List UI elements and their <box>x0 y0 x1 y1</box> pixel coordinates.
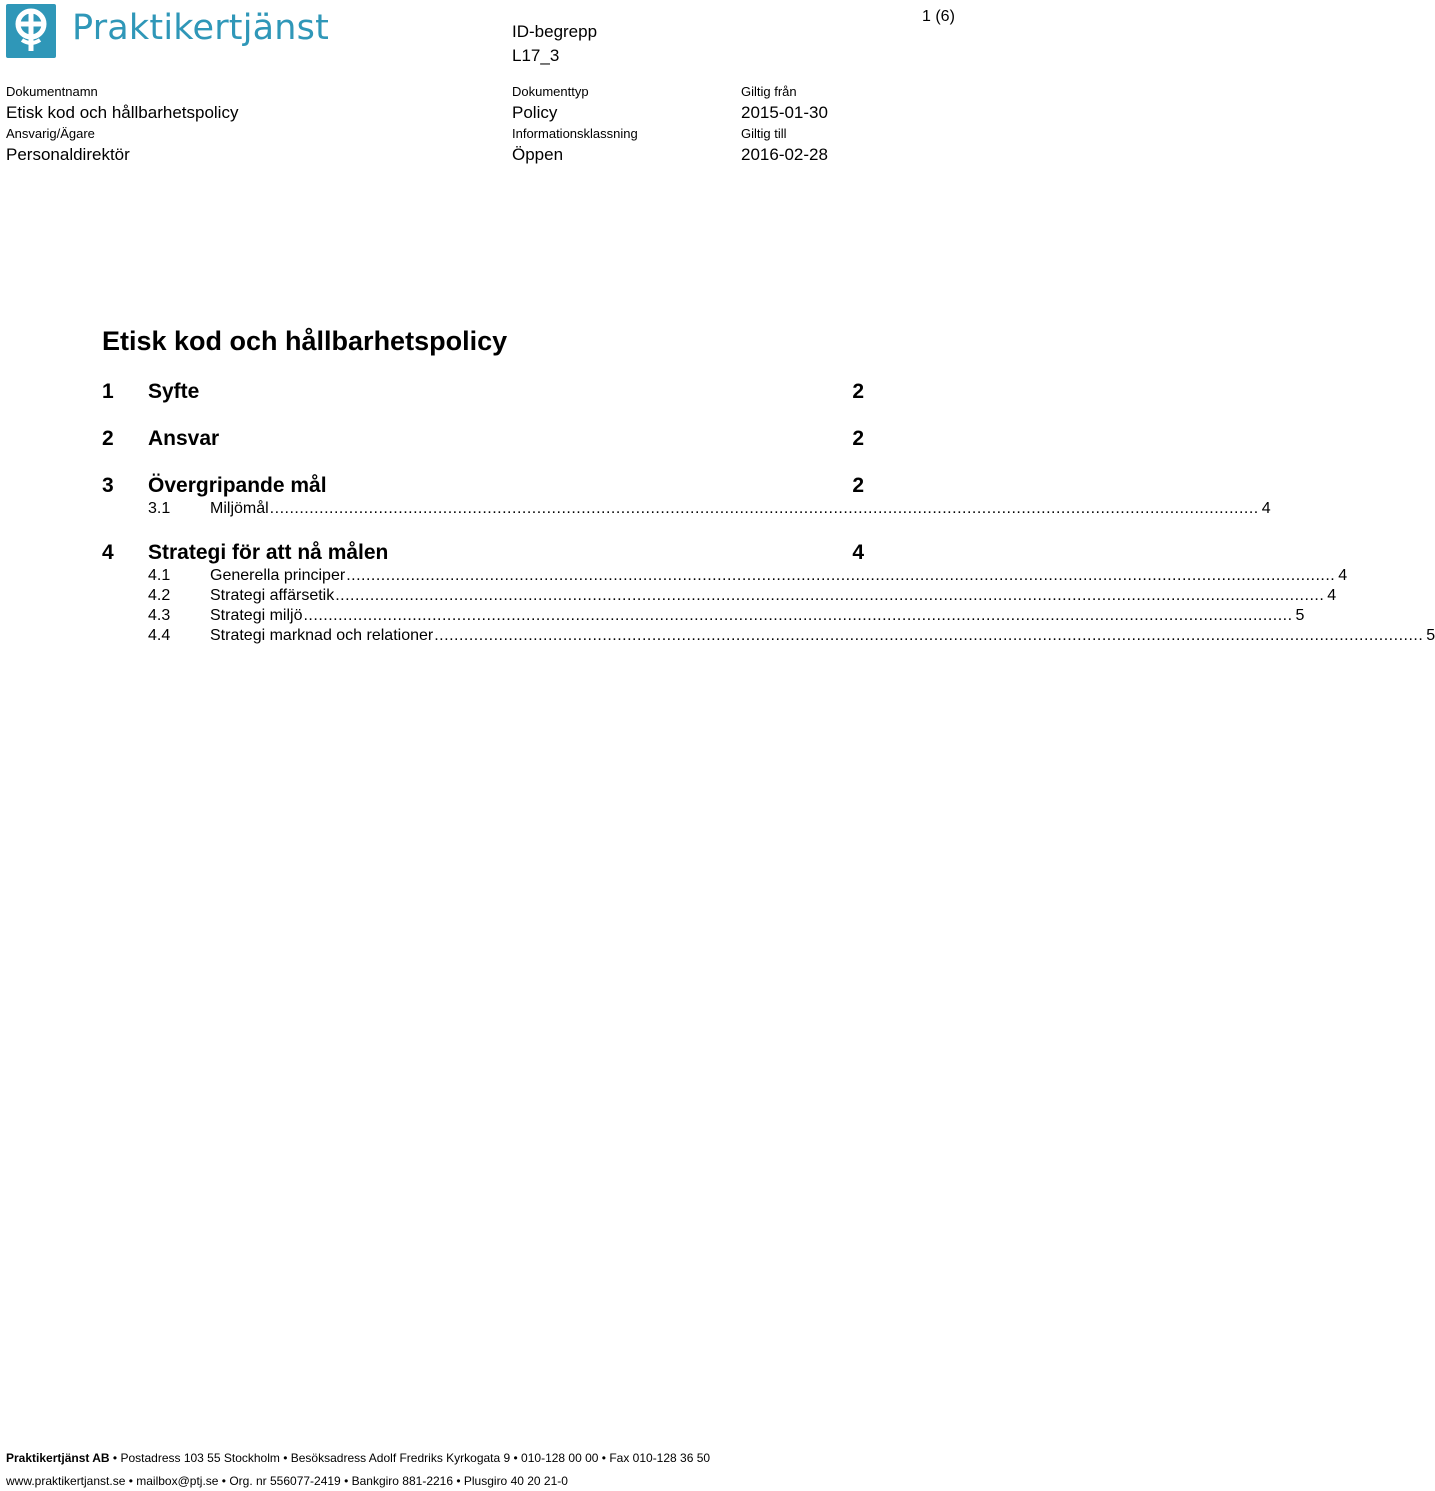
toc-section-number: 3 <box>102 474 114 497</box>
page-number: 1 (6) <box>922 8 955 25</box>
toc-dot-leader: ........................................................................................................................................................................................................ <box>269 500 1259 517</box>
toc-dot-leader: ........................................................................................................................................................................................................ <box>434 627 1424 644</box>
toc-subsection-page: 4 <box>1327 587 1337 604</box>
company-logo <box>6 4 346 60</box>
toc-section-title: Syfte <box>148 380 200 403</box>
toc-section-page: 2 <box>852 380 864 403</box>
toc-subsection-title: Strategi marknad och relationer <box>210 627 434 644</box>
toc-subsection-4-1[interactable] <box>148 567 1348 587</box>
document-name-label: Dokumentnamn <box>6 84 98 99</box>
toc-subsection-4-4[interactable] <box>148 627 1435 647</box>
owner-label: Ansvarig/Ägare <box>6 126 95 141</box>
toc-dot-leader: ........................................................................................................................................................................................................ <box>303 607 1293 624</box>
toc-subsection-number: 4.2 <box>148 587 171 604</box>
document-type: Policy <box>512 103 558 122</box>
toc-section-page: 4 <box>852 541 864 564</box>
footer-contact: www.praktikertjanst.se • mailbox@ptj.se • Org. nr 556077-2419 • Bankgiro 881-2216 • Plusgiro 40 20 21-0 <box>6 1474 568 1488</box>
toc-subsection-number: 4.1 <box>148 567 171 584</box>
classification: Öppen <box>512 145 564 164</box>
toc-section-title: Ansvar <box>148 427 220 450</box>
valid-from-label: Giltig från <box>741 84 797 99</box>
toc-section-page: 2 <box>852 427 864 450</box>
valid-to: 2016-02-28 <box>741 145 828 164</box>
toc-subsection-title: Strategi miljö <box>210 607 303 624</box>
footer-company: Praktikertjänst AB <box>6 1451 110 1465</box>
toc-subsection-4-2[interactable] <box>148 587 1337 607</box>
toc-section-title: Övergripande mål <box>148 474 327 497</box>
toc-subsection-title: Strategi affärsetik <box>210 587 335 604</box>
toc-subsection-3-1[interactable] <box>148 500 1271 520</box>
praktikertjanst-logo-icon <box>6 4 56 58</box>
logo-wordmark: Praktikertjänst <box>72 8 330 48</box>
toc-subsection-page: 5 <box>1295 607 1305 624</box>
valid-from: 2015-01-30 <box>741 103 828 122</box>
toc-section-number: 2 <box>102 427 114 450</box>
classification-label: Informationsklassning <box>512 126 638 141</box>
toc-subsection-page: 5 <box>1426 627 1435 644</box>
toc-section-page: 2 <box>852 474 864 497</box>
document-type-label: Dokumenttyp <box>512 84 589 99</box>
toc-subsection-title: Generella principer <box>210 567 346 584</box>
id-label: ID-begrepp <box>512 22 598 41</box>
footer-address <box>6 1451 710 1465</box>
toc-section-title: Strategi för att nå målen <box>148 541 389 564</box>
toc-subsection-page: 4 <box>1338 567 1348 584</box>
document-title: Etisk kod och hållbarhetspolicy <box>102 326 508 356</box>
id-value: L17_3 <box>512 46 560 65</box>
footer-address-details: • Postadress 103 55 Stockholm • Besöksadress Adolf Fredriks Kyrkogata 9 • 010-128 00 00 • Fax 010-128 36 50 <box>109 1451 711 1465</box>
toc-dot-leader: ........................................................................................................................................................................................................ <box>346 567 1336 584</box>
toc-section-number: 4 <box>102 541 114 564</box>
toc-subsection-number: 4.4 <box>148 627 171 644</box>
toc-subsection-title: Miljömål <box>210 500 269 517</box>
owner: Personaldirektör <box>6 145 130 164</box>
toc-subsection-number: 3.1 <box>148 500 171 517</box>
toc-subsection-number: 4.3 <box>148 607 171 624</box>
toc-subsection-4-3[interactable] <box>148 607 1305 627</box>
toc-section-number: 1 <box>102 380 114 403</box>
toc-subsection-page: 4 <box>1261 500 1271 517</box>
document-name: Etisk kod och hållbarhetspolicy <box>6 103 239 122</box>
toc-dot-leader: ........................................................................................................................................................................................................ <box>335 587 1325 604</box>
valid-to-label: Giltig till <box>741 126 787 141</box>
